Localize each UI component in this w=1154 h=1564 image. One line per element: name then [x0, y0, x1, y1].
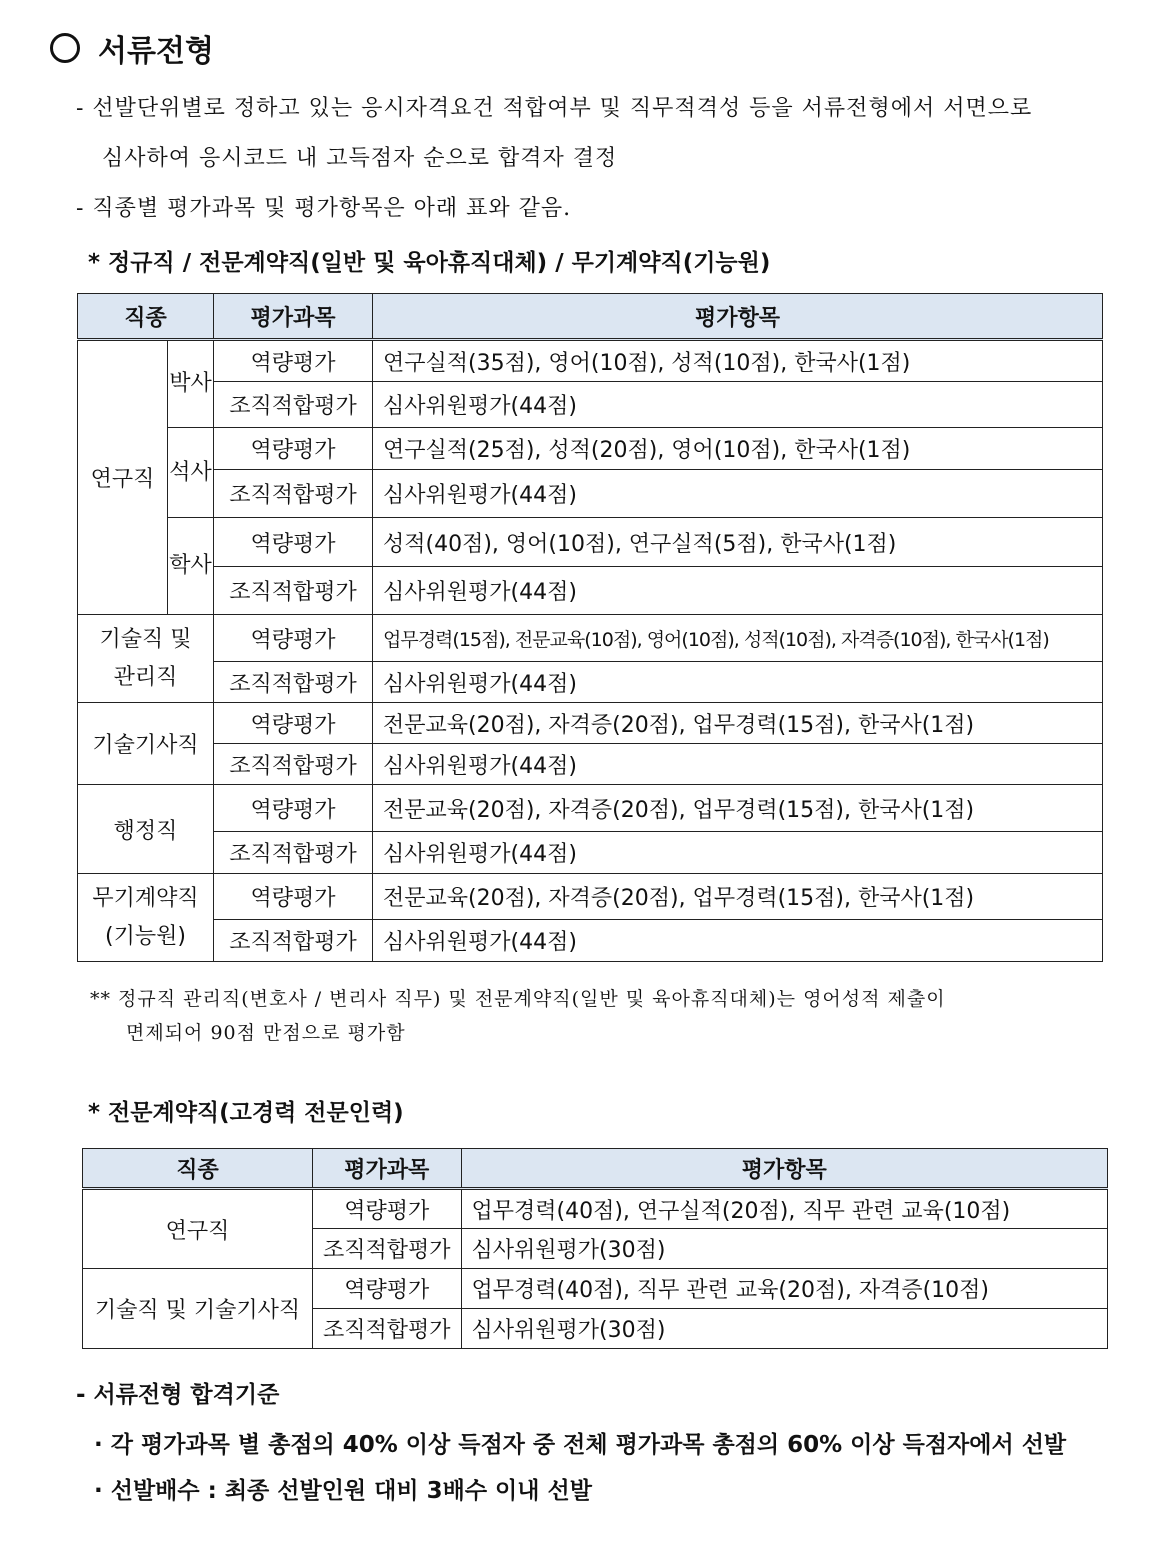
items-cell: 심사위원평가(30점): [461, 1309, 1107, 1349]
items-cell: 심사위원평가(44점): [373, 382, 1103, 428]
job-indefinite-line-1: 무기계약직: [92, 885, 199, 911]
subject-cell: 조직적합평가: [214, 832, 373, 874]
section-2-title: * 전문계약직(고경력 전문인력): [88, 1100, 404, 1126]
table-row: [78, 785, 1103, 832]
items-cell: 심사위원평가(30점): [461, 1229, 1107, 1269]
subject-cell: 조직적합평가: [214, 920, 373, 962]
table-row: [78, 744, 1103, 785]
job-indefinite-line-2: (기능원): [105, 923, 186, 949]
circle-icon: [50, 33, 80, 63]
items-cell: 업무경력(40점), 직무 관련 교육(20점), 자격증(10점): [461, 1269, 1107, 1309]
table-row: [83, 1269, 1108, 1309]
table-2-header-row: [83, 1149, 1108, 1189]
col-header-items: 평가항목: [373, 294, 1103, 340]
col-header-job: 직종: [78, 294, 214, 340]
subject-cell: 역량평가: [214, 785, 373, 832]
col-header-items: 평가항목: [461, 1149, 1107, 1189]
subject-cell: 조직적합평가: [313, 1309, 462, 1349]
paragraph-1-line-1: - 선발단위별로 정하고 있는 응시자격요건 적합여부 및 직무적격성 등을 서류전형에서 서면으로: [76, 96, 1033, 121]
items-cell: 전문교육(20점), 자격증(20점), 업무경력(15점), 한국사(1점): [373, 703, 1103, 744]
items-cell: 심사위원평가(44점): [373, 832, 1103, 874]
table-row: [78, 567, 1103, 615]
subject-cell: 조직적합평가: [214, 567, 373, 615]
subject-cell: 역량평가: [313, 1269, 462, 1309]
table-row: [78, 428, 1103, 470]
criteria-title: - 서류전형 합격기준: [76, 1382, 280, 1408]
items-cell: 전문교육(20점), 자격증(20점), 업무경력(15점), 한국사(1점): [373, 785, 1103, 832]
job-admin: 행정직: [78, 785, 214, 874]
table-row: [78, 832, 1103, 874]
items-cell: 심사위원평가(44점): [373, 662, 1103, 703]
paragraph-1-line-2: 심사하여 응시코드 내 고득점자 순으로 합격자 결정: [102, 146, 618, 171]
table-row: [78, 874, 1103, 920]
job-research: 연구직: [78, 340, 168, 615]
table-row: [78, 920, 1103, 962]
subject-cell: 조직적합평가: [214, 662, 373, 703]
subject-cell: 역량평가: [214, 615, 373, 662]
items-cell: 성적(40점), 영어(10점), 연구실적(5점), 한국사(1점): [373, 518, 1103, 567]
subject-cell: 역량평가: [214, 428, 373, 470]
subject-cell: 조직적합평가: [214, 382, 373, 428]
items-cell: 심사위원평가(44점): [373, 567, 1103, 615]
subject-cell: 조직적합평가: [313, 1229, 462, 1269]
job-tech: 기술직 및 기술기사직: [83, 1269, 313, 1349]
subject-cell: 역량평가: [214, 703, 373, 744]
subject-cell: 조직적합평가: [214, 470, 373, 518]
job-research: 연구직: [83, 1189, 313, 1269]
subject-cell: 역량평가: [214, 518, 373, 567]
degree-bachelor: 학사: [168, 518, 214, 615]
items-cell: 심사위원평가(44점): [373, 744, 1103, 785]
col-header-subject: 평가과목: [214, 294, 373, 340]
job-tech-mgmt: [78, 615, 214, 703]
note-line-2: 면제되어 90점 만점으로 평가함: [126, 1022, 406, 1044]
job-tech-mgmt-line-2: 관리직: [113, 664, 178, 690]
table-row: [78, 382, 1103, 428]
table-row: [78, 703, 1103, 744]
col-header-subject: 평가과목: [313, 1149, 462, 1189]
note-line-1: ** 정규직 관리직(변호사 / 변리사 직무) 및 전문계약직(일반 및 육아휴직대체)는 영어성적 제출이: [90, 988, 946, 1010]
degree-masters: 석사: [168, 428, 214, 518]
job-technician: 기술기사직: [78, 703, 214, 785]
paragraph-2: - 직종별 평가과목 및 평가항목은 아래 표와 같음.: [76, 196, 572, 221]
table-row: [78, 470, 1103, 518]
items-cell: 심사위원평가(44점): [373, 920, 1103, 962]
subject-cell: 역량평가: [214, 874, 373, 920]
subject-cell: 역량평가: [313, 1189, 462, 1229]
items-cell: 업무경력(15점), 전문교육(10점), 영어(10점), 성적(10점), 자격증(10점), 한국사(1점): [373, 615, 1103, 662]
items-cell: 연구실적(25점), 성적(20점), 영어(10점), 한국사(1점): [373, 428, 1103, 470]
heading-text: 서류전형: [98, 34, 214, 69]
section-heading: [50, 26, 214, 70]
items-cell: 전문교육(20점), 자격증(20점), 업무경력(15점), 한국사(1점): [373, 874, 1103, 920]
table-row: [78, 340, 1103, 382]
evaluation-table-1: [77, 293, 1103, 962]
table-row: [78, 615, 1103, 662]
job-tech-mgmt-line-1: 기술직 및: [99, 626, 192, 652]
col-header-job: 직종: [83, 1149, 313, 1189]
items-cell: 연구실적(35점), 영어(10점), 성적(10점), 한국사(1점): [373, 340, 1103, 382]
subject-cell: 역량평가: [214, 340, 373, 382]
items-cell: 심사위원평가(44점): [373, 470, 1103, 518]
job-indefinite: [78, 874, 214, 962]
table-row: [78, 518, 1103, 567]
section-1-title: * 정규직 / 전문계약직(일반 및 육아휴직대체) / 무기계약직(기능원): [88, 250, 771, 276]
items-cell: 업무경력(40점), 연구실적(20점), 직무 관련 교육(10점): [461, 1189, 1107, 1229]
evaluation-table-2: [82, 1148, 1108, 1349]
table-row: [78, 662, 1103, 703]
subject-cell: 조직적합평가: [214, 744, 373, 785]
table-1-header-row: [78, 294, 1103, 340]
criteria-bullet-2: · 선발배수 : 최종 선발인원 대비 3배수 이내 선발: [94, 1478, 592, 1504]
table-row: [83, 1189, 1108, 1229]
degree-phd: 박사: [168, 340, 214, 428]
criteria-bullet-1: · 각 평가과목 별 총점의 40% 이상 득점자 중 전체 평가과목 총점의 60% 이상 득점자에서 선발: [94, 1432, 1067, 1458]
